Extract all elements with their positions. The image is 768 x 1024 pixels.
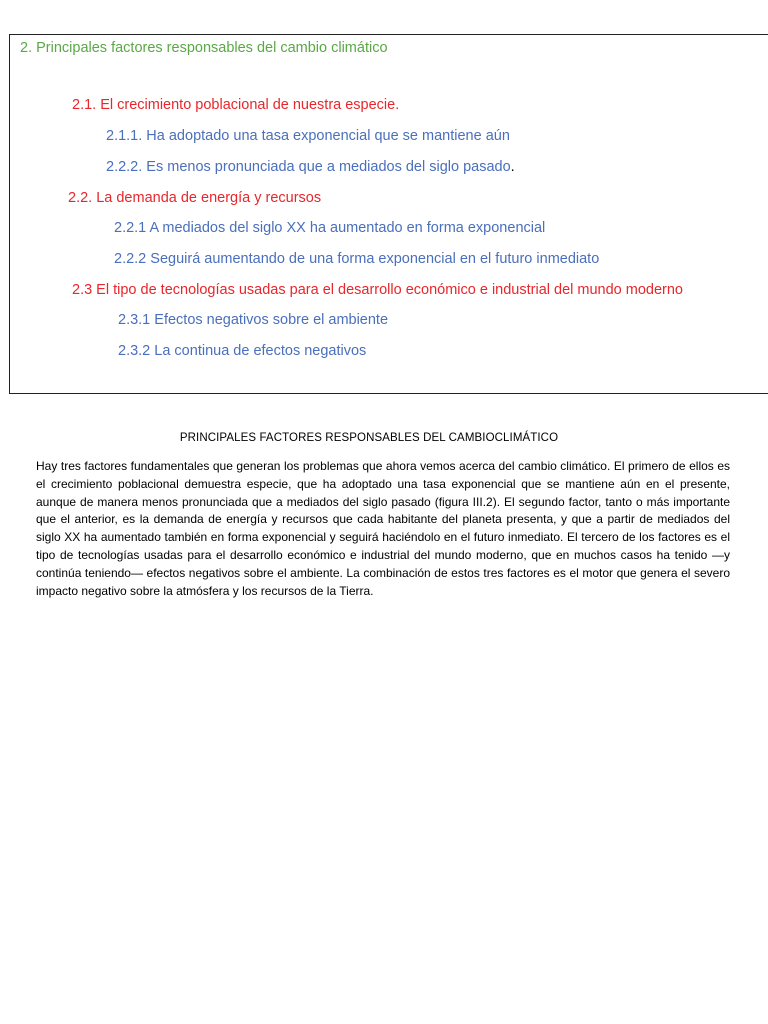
outline-item-2-2-2: 2.2.2. Es menos pronunciada que a mediados del siglo pasado <box>106 159 511 175</box>
outline-box <box>9 34 768 394</box>
outline-item-2-2-2b: 2.2.2 Seguirá aumentando de una forma exponencial en el futuro inmediato <box>114 251 600 267</box>
outline-item-2-3-2: 2.3.2 La continua de efectos negativos <box>118 343 367 359</box>
outline-item-2-1-1: 2.1.1. Ha adoptado una tasa exponencial que se mantiene aún <box>106 128 510 144</box>
outline-item-2-3-1: 2.3.1 Efectos negativos sobre el ambiente <box>118 312 389 328</box>
outline-item-2-3: 2.3 El tipo de tecnologías usadas para el desarrollo económico e industrial del mundo moderno <box>72 282 683 298</box>
outline-item-2-1: 2.1. El crecimiento poblacional de nuestra especie. <box>72 97 400 113</box>
outline-item-2-2-1: 2.2.1 A mediados del siglo XX ha aumentado en forma exponencial <box>114 220 546 236</box>
section-heading: PRINCIPALES FACTORES RESPONSABLES DEL CAMBIOCLIMÁTICO <box>179 432 559 444</box>
outline-item-2-2: 2.2. La demanda de energía y recursos <box>68 190 322 206</box>
body-paragraph: Hay tres factores fundamentales que generan los problemas que ahora vemos acerca del cambio climático. El primero de ellos es el crecimiento poblacional demuestra especie, que ha adoptado una tasa exponencial que se mantiene aún en el presente, aunque de manera menos pronunciada que a mediados del siglo pasado (figura III.2). El segundo factor, tanto o más importante que el anterior, es la demanda de energía y recursos que cada habitante del planeta presenta, y que a partir de mediados del siglo XX ha aumentado también en forma exponencial y seguirá haciéndolo en el futuro inmediato. El tercero de los factores es el tipo de tecnologías usadas para el desarrollo económico e industrial del mundo moderno, que en muchos casos ha tenido —y continúa teniendo— efectos negativos sobre el ambiente. La combinación de estos tres factores es el motor que genera el severo impacto negativo sobre la atmósfera y los recursos de la Tierra. <box>36 459 730 598</box>
outline-item-2-2-2-period: . <box>510 159 515 175</box>
outline-item-2-2-2-row <box>106 159 515 175</box>
outline-title: 2. Principales factores responsables del cambio climático <box>20 40 388 56</box>
